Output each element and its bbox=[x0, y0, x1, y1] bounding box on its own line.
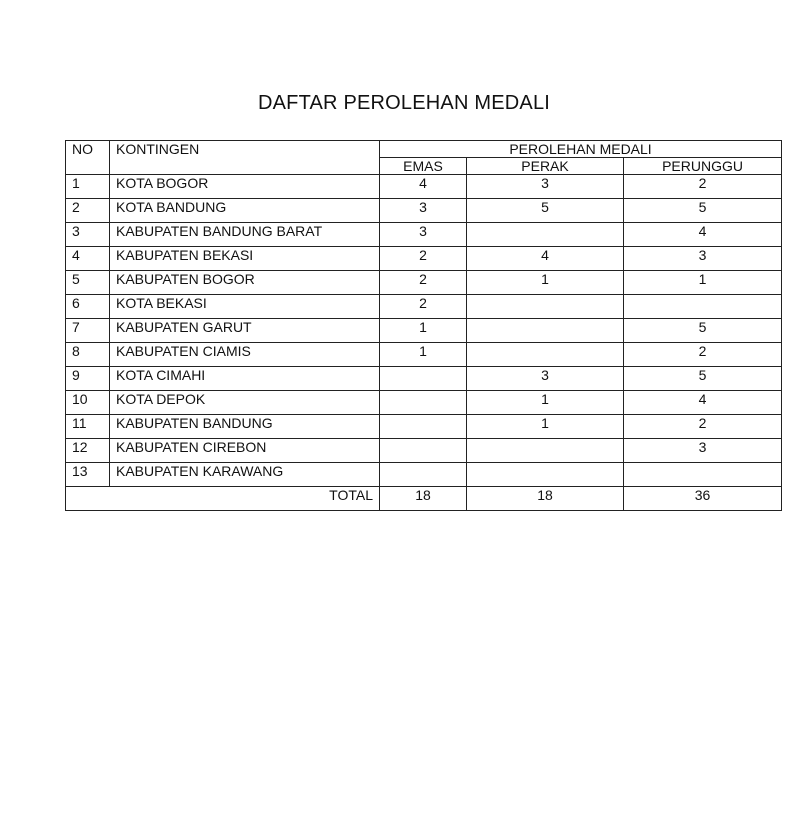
table-row bbox=[66, 415, 782, 439]
cell-no: 9 bbox=[66, 367, 110, 391]
cell-emas: 1 bbox=[380, 343, 467, 367]
header-perolehan-medali: PEROLEHAN MEDALI bbox=[380, 141, 782, 158]
cell-perak bbox=[467, 439, 624, 463]
cell-emas: 2 bbox=[380, 271, 467, 295]
cell-emas: 2 bbox=[380, 295, 467, 319]
cell-kontingen: KABUPATEN BANDUNG bbox=[110, 415, 380, 439]
cell-perak: 4 bbox=[467, 247, 624, 271]
cell-perak: 1 bbox=[467, 391, 624, 415]
cell-perak: 1 bbox=[467, 271, 624, 295]
table-row bbox=[66, 175, 782, 199]
cell-emas bbox=[380, 367, 467, 391]
cell-kontingen: KABUPATEN CIREBON bbox=[110, 439, 380, 463]
header-emas: EMAS bbox=[380, 158, 467, 175]
cell-emas: 1 bbox=[380, 319, 467, 343]
total-row bbox=[66, 487, 782, 511]
header-perunggu: PERUNGGU bbox=[624, 158, 782, 175]
cell-kontingen: KABUPATEN CIAMIS bbox=[110, 343, 380, 367]
cell-perunggu bbox=[624, 295, 782, 319]
cell-no: 5 bbox=[66, 271, 110, 295]
cell-perak bbox=[467, 319, 624, 343]
cell-no: 11 bbox=[66, 415, 110, 439]
cell-perak: 3 bbox=[467, 175, 624, 199]
cell-perunggu: 1 bbox=[624, 271, 782, 295]
cell-emas: 3 bbox=[380, 223, 467, 247]
header-kontingen: KONTINGEN bbox=[110, 141, 380, 175]
cell-emas: 3 bbox=[380, 199, 467, 223]
cell-no: 1 bbox=[66, 175, 110, 199]
table-row bbox=[66, 439, 782, 463]
cell-no: 6 bbox=[66, 295, 110, 319]
cell-perunggu: 3 bbox=[624, 439, 782, 463]
cell-perunggu: 2 bbox=[624, 415, 782, 439]
cell-emas: 2 bbox=[380, 247, 467, 271]
cell-perunggu: 3 bbox=[624, 247, 782, 271]
cell-perunggu: 5 bbox=[624, 367, 782, 391]
cell-kontingen: KABUPATEN GARUT bbox=[110, 319, 380, 343]
cell-no: 12 bbox=[66, 439, 110, 463]
cell-kontingen: KOTA BOGOR bbox=[110, 175, 380, 199]
cell-kontingen: KOTA BEKASI bbox=[110, 295, 380, 319]
cell-perak: 5 bbox=[467, 199, 624, 223]
cell-perak bbox=[467, 223, 624, 247]
table-row bbox=[66, 271, 782, 295]
cell-emas bbox=[380, 391, 467, 415]
cell-emas bbox=[380, 439, 467, 463]
cell-emas bbox=[380, 415, 467, 439]
cell-perunggu: 5 bbox=[624, 319, 782, 343]
cell-no: 7 bbox=[66, 319, 110, 343]
table-row bbox=[66, 391, 782, 415]
cell-no: 10 bbox=[66, 391, 110, 415]
cell-kontingen: KABUPATEN BANDUNG BARAT bbox=[110, 223, 380, 247]
table-row bbox=[66, 247, 782, 271]
cell-perak: 1 bbox=[467, 415, 624, 439]
table-row bbox=[66, 343, 782, 367]
table-row bbox=[66, 319, 782, 343]
cell-perak: 3 bbox=[467, 367, 624, 391]
cell-perunggu: 2 bbox=[624, 175, 782, 199]
medal-table bbox=[65, 140, 782, 511]
cell-perunggu: 4 bbox=[624, 223, 782, 247]
cell-no: 8 bbox=[66, 343, 110, 367]
page-title: DAFTAR PEROLEHAN MEDALI bbox=[257, 92, 551, 114]
table-row bbox=[66, 367, 782, 391]
cell-no: 13 bbox=[66, 463, 110, 487]
header-no: NO bbox=[66, 141, 110, 175]
table-header bbox=[66, 141, 782, 175]
total-label: TOTAL bbox=[66, 487, 380, 511]
cell-perunggu: 4 bbox=[624, 391, 782, 415]
table-body bbox=[66, 175, 782, 511]
cell-kontingen: KOTA BANDUNG bbox=[110, 199, 380, 223]
table-row bbox=[66, 463, 782, 487]
table-row bbox=[66, 199, 782, 223]
cell-no: 4 bbox=[66, 247, 110, 271]
cell-kontingen: KABUPATEN BEKASI bbox=[110, 247, 380, 271]
cell-emas bbox=[380, 463, 467, 487]
header-perak: PERAK bbox=[467, 158, 624, 175]
cell-emas: 4 bbox=[380, 175, 467, 199]
cell-perunggu: 2 bbox=[624, 343, 782, 367]
cell-kontingen: KABUPATEN KARAWANG bbox=[110, 463, 380, 487]
cell-perak bbox=[467, 463, 624, 487]
table-row bbox=[66, 223, 782, 247]
total-perak: 18 bbox=[467, 487, 624, 511]
cell-kontingen: KOTA CIMAHI bbox=[110, 367, 380, 391]
cell-perunggu bbox=[624, 463, 782, 487]
cell-perunggu: 5 bbox=[624, 199, 782, 223]
cell-kontingen: KOTA DEPOK bbox=[110, 391, 380, 415]
total-perunggu: 36 bbox=[624, 487, 782, 511]
total-emas: 18 bbox=[380, 487, 467, 511]
cell-perak bbox=[467, 343, 624, 367]
cell-perak bbox=[467, 295, 624, 319]
cell-kontingen: KABUPATEN BOGOR bbox=[110, 271, 380, 295]
cell-no: 2 bbox=[66, 199, 110, 223]
cell-no: 3 bbox=[66, 223, 110, 247]
table-row bbox=[66, 295, 782, 319]
